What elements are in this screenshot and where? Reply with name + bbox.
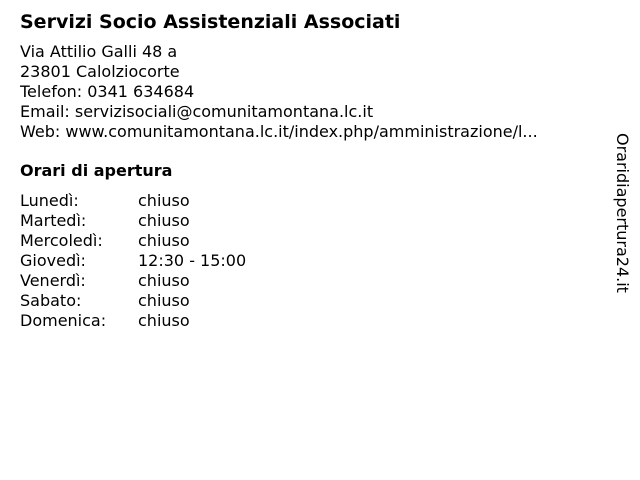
hours-day: Sabato: [20,291,82,310]
address-city: 23801 Calolziocorte [20,62,180,81]
business-name: Servizi Socio Assistenziali Associati [20,11,401,33]
phone-row [20,82,595,102]
hours-time: chiuso [138,291,190,310]
brand-text: Oraridiapertura24.it [613,133,632,293]
hours-day: Domenica: [20,311,107,330]
hours-row [20,211,246,231]
phone-label: Telefon: [20,82,88,101]
web-row [20,122,595,142]
web-label: Web: [20,122,66,141]
hours-row [20,271,246,291]
web-link[interactable]: www.comunitamontana.lc.it/index.php/amministrazione/l... [65,122,538,141]
hours-time: chiuso [138,191,190,210]
email-label: Email: [20,102,75,121]
hours-row [20,231,246,251]
hours-time: chiuso [138,211,190,230]
hours-day: Giovedì: [20,251,86,270]
hours-time: chiuso [138,231,190,250]
hours-day: Martedì: [20,211,87,230]
brand-watermark [612,133,634,313]
hours-row [20,191,246,211]
email-link[interactable]: servizisociali@comunitamontana.lc.it [74,102,374,121]
hours-time: 12:30 - 15:00 [138,251,247,270]
email-row [20,102,595,122]
business-card [20,10,600,331]
phone-number[interactable]: 0341 634684 [87,82,195,101]
address-street: Via Attilio Galli 48 a [20,42,178,61]
hours-time: chiuso [138,311,190,330]
hours-heading: Orari di apertura [20,161,173,180]
hours-table [20,191,246,331]
hours-row [20,311,246,331]
hours-row [20,251,246,271]
hours-time: chiuso [138,271,190,290]
hours-day: Mercoledì: [20,231,103,250]
hours-row [20,291,246,311]
hours-day: Venerdì: [20,271,86,290]
hours-day: Lunedì: [20,191,79,210]
